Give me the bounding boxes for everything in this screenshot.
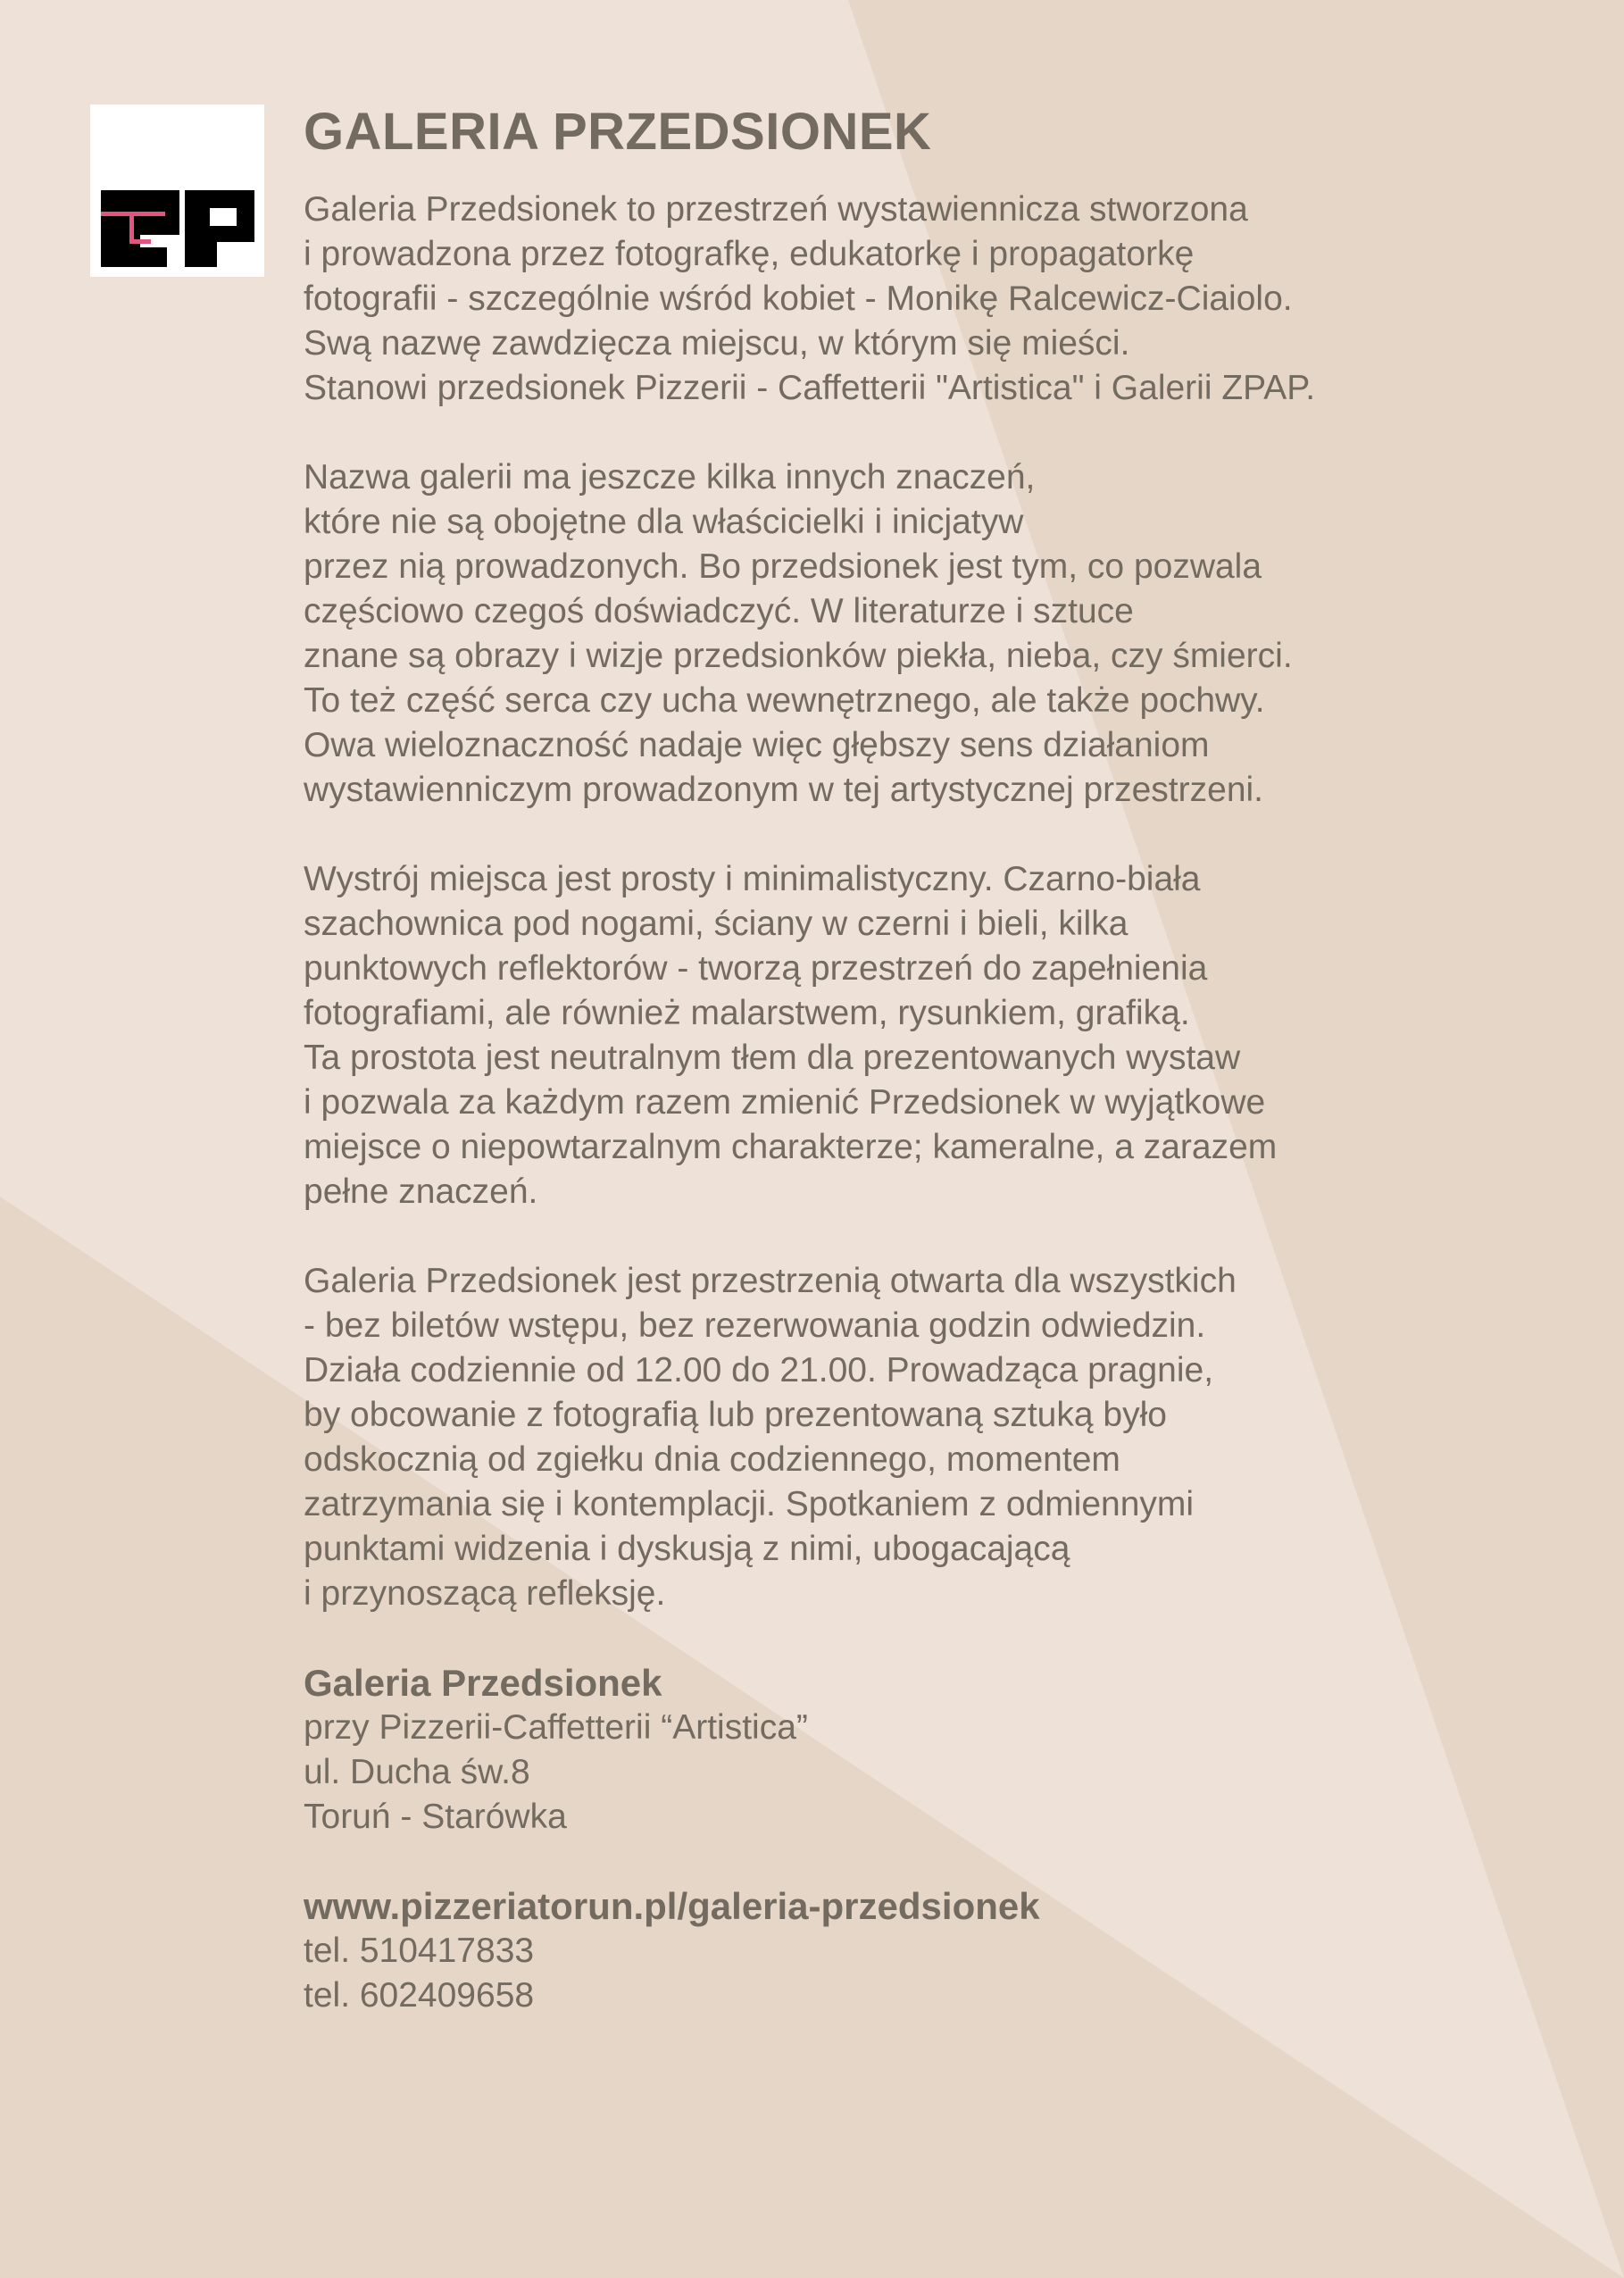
phone-2: tel. 602409658 xyxy=(304,1976,535,2015)
address-name: Galeria Przedsionek xyxy=(304,1662,662,1704)
address-street: ul. Ducha św.8 xyxy=(304,1753,530,1791)
address-city: Toruń - Starówka xyxy=(304,1798,567,1836)
paragraph-intro: Galeria Przedsionek to przestrzeń wystawiennicza stworzona i prowadzona przez fotografkę, edukatorkę i propagatorkę fotografii - szczególnie wśród kobiet - Monikę Ralcewicz-Ciaiolo. Swą nazwę zawdzięcza miejscu, w którym się mieści. Stanowi przedsionek Pizzerii - Caffetterii "Artistica" i Galerii ZPAP. xyxy=(304,190,1316,407)
paragraph-interior: Wystrój miejsca jest prosty i minimalistyczny. Czarno-biała szachownica pod nogami, ściany w czerni i bieli, kilka punktowych reflektorów - tworzą przestrzeń do zapełnienia fotografiami, ale również malarstwem, rysunkiem, grafiką. Ta prostota jest neutralnym tłem dla prezentowanych wystaw i pozwala za każdym razem zmienić Przedsionek w wyjątkowe miejsce o niepowtarzalnym charakterze; kameralne, a zarazem pełne znaczeń. xyxy=(304,860,1278,1211)
gp-logo-icon xyxy=(90,104,264,277)
main-content xyxy=(304,96,1571,2018)
phone-1: tel. 510417833 xyxy=(304,1932,535,1970)
gallery-logo xyxy=(90,104,264,277)
address-venue: przy Pizzerii-Caffetterii “Artistica” xyxy=(304,1708,808,1747)
page-title: GALERIA PRZEDSIONEK xyxy=(304,103,932,161)
paragraph-open-access: Galeria Przedsionek jest przestrzenią otwarta dla wszystkich - bez biletów wstępu, bez rezerwowania godzin odwiedzin. Działa codziennie od 12.00 do 21.00. Prowadząca pragnie, by obcowanie z fotografią lub prezentowaną sztuką było odskocznią od zgiełku dnia codziennego, momentem zatrzymania się i kontemplacji. Spotkaniem z odmiennymi punktami widzenia i dyskusją z nimi, ubogacającą i przynoszącą refleksję. xyxy=(304,1262,1237,1613)
paragraph-name-meaning: Nazwa galerii ma jeszcze kilka innych znaczeń, które nie są obojętne dla właścicielki i inicjatyw przez nią prowadzonych. Bo przedsionek jest tym, co pozwala częściowo czegoś doświadczyć. W literaturze i sztuce znane są obrazy i wizje przedsionków piekła, nieba, czy śmierci. To też część serca czy ucha wewnętrznego, ale także pochwy. Owa wieloznaczność nadaje więc głębszy sens działaniom wystawienniczym prowadzonym w tej artystycznej przestrzeni. xyxy=(304,458,1293,809)
website-link[interactable]: www.pizzeriatorun.pl/galeria-przedsionek xyxy=(304,1885,1040,1927)
contact-block xyxy=(304,1884,1571,2018)
address-block xyxy=(304,1661,1571,1840)
